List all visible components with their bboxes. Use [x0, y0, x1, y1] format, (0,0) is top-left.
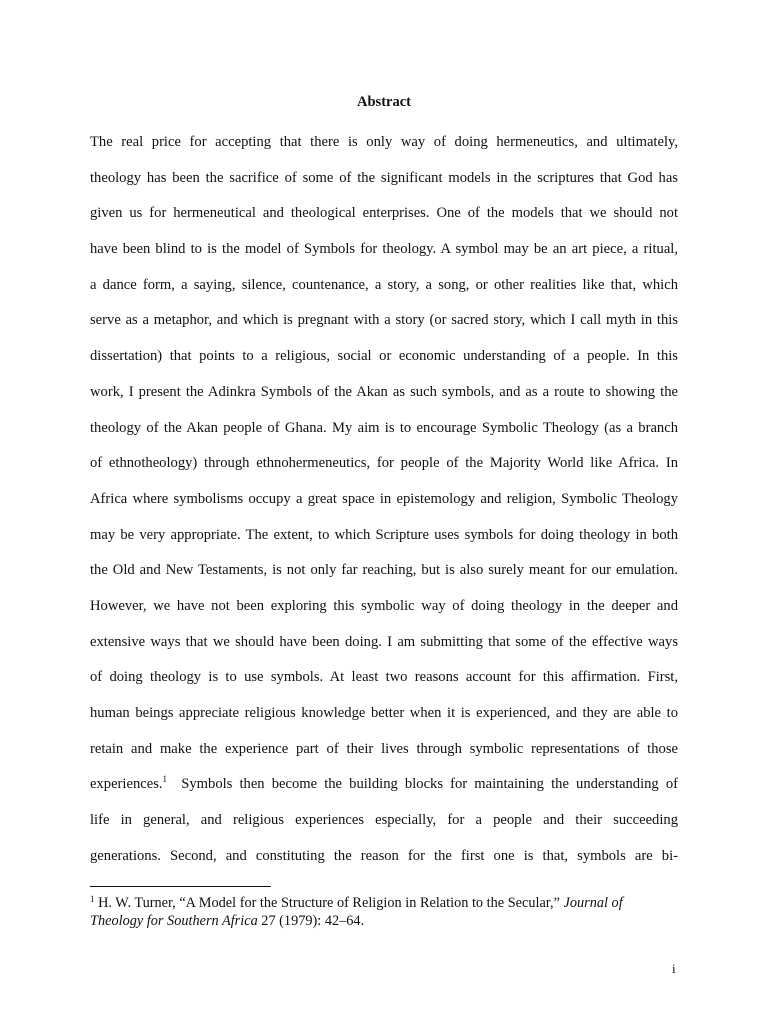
body-line: of ethnotheology) through ethnohermeneutics, for people of the Majority World like Africa. In	[90, 455, 678, 472]
body-line: life in general, and religious experiences especially, for a people and their succeeding	[90, 812, 678, 829]
body-line: serve as a metaphor, and which is pregnant with a story (or sacred story, which I call myth in this	[90, 312, 678, 329]
body-text-segment: experiences.	[90, 776, 163, 793]
footnote	[90, 894, 678, 930]
body-line-with-footnote-ref	[90, 767, 678, 803]
body-line: The real price for accepting that there is only way of doing hermeneutics, and ultimately,	[90, 134, 678, 150]
footnote-text: 27 (1979): 42–64.	[257, 913, 365, 929]
footnote-separator	[90, 886, 271, 887]
body-line: may be very appropriate. The extent, to which Scripture uses symbols for doing theology in both	[90, 526, 678, 543]
body-line: However, we have not been exploring this symbolic way of doing theology in the deeper and	[90, 597, 678, 614]
footnote-number: 1	[90, 894, 95, 904]
page-number: i	[672, 961, 676, 976]
body-line: extensive ways that we should have been doing. I am submitting that some of the effective ways	[90, 633, 678, 650]
body-line: of doing theology is to use symbols. At least two reasons account for this affirmation. First,	[90, 669, 678, 686]
abstract-body	[90, 125, 678, 874]
body-line: dissertation) that points to a religious, social or economic understanding of a people. In this	[90, 348, 678, 365]
body-line: human beings appreciate religious knowledge better when it is experienced, and they are able to	[90, 705, 678, 721]
footnote-text: H. W. Turner, “A Model for the Structure of Religion in Relation to the Secular,”	[94, 895, 564, 911]
body-line: Africa where symbolisms occupy a great space in epistemology and religion, Symbolic Theology	[90, 490, 678, 507]
body-line: work, I present the Adinkra Symbols of the Akan as such symbols, and as a route to showing the	[90, 383, 678, 400]
body-line: theology of the Akan people of Ghana. My aim is to encourage Symbolic Theology (as a branch	[90, 419, 678, 436]
body-text-segment: Symbols then become the building blocks for maintaining the understanding of	[167, 776, 678, 793]
abstract-heading: Abstract	[357, 94, 411, 110]
body-line: retain and make the experience part of their lives through symbolic representations of those	[90, 740, 678, 757]
body-line: given us for hermeneutical and theological enterprises. One of the models that we should not	[90, 205, 678, 222]
body-line: theology has been the sacrifice of some of the significant models in the scriptures that God has	[90, 169, 678, 186]
body-line: a dance form, a saying, silence, countenance, a story, a song, or other realities like that, which	[90, 276, 678, 293]
body-line: generations. Second, and constituting the reason for the first one is that, symbols are bi-	[90, 847, 678, 864]
footnote-reference[interactable]: 1	[162, 774, 168, 785]
body-line: the Old and New Testaments, is not only far reaching, but is also surely meant for our emulation.	[90, 562, 678, 579]
footnote-journal-title: Journal of Theology for Southern Africa	[90, 895, 623, 929]
body-line: have been blind to is the model of Symbols for theology. A symbol may be an art piece, a ritual,	[90, 241, 678, 258]
